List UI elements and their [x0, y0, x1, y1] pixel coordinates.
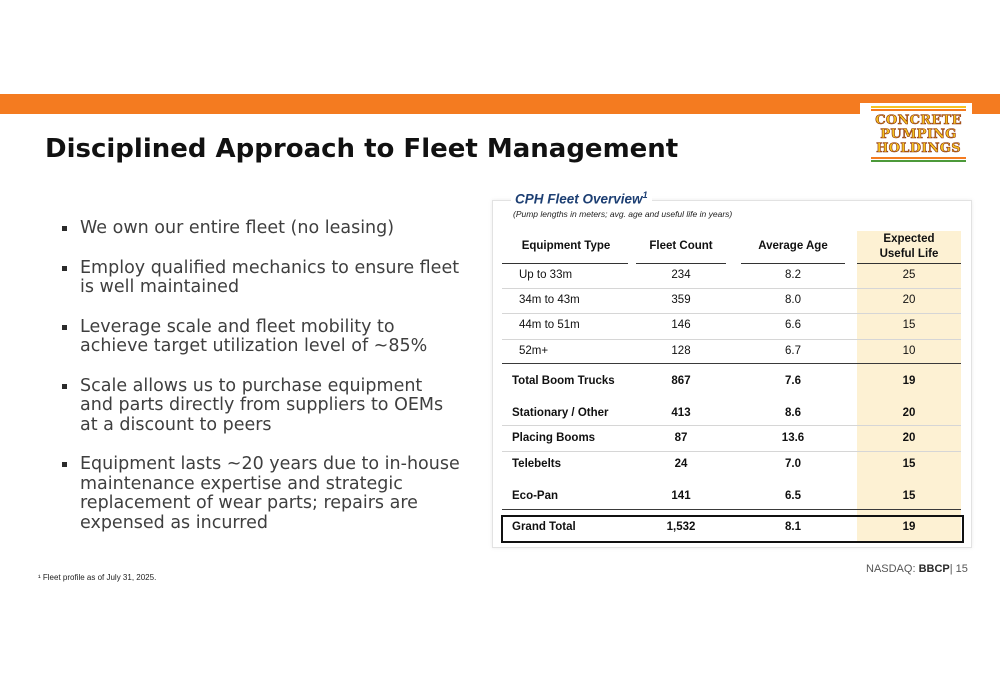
logo-stripe: [871, 109, 966, 111]
cell-fleet-count: 867: [671, 375, 691, 387]
header-equipment-type: Equipment Type: [521, 240, 611, 252]
cell-equipment-type: Placing Booms: [512, 432, 596, 444]
cell-equipment-type: 34m to 43m: [519, 294, 580, 306]
cell-equipment-type: Eco-Pan: [512, 490, 559, 502]
cell-useful-life: 10: [902, 345, 916, 357]
header-underline: [857, 263, 961, 264]
cell-equipment-type: 44m to 51m: [519, 319, 580, 331]
cell-average-age: 6.6: [785, 319, 801, 331]
header-underline: [636, 263, 726, 264]
page-title: Disciplined Approach to Fleet Management: [45, 134, 679, 164]
cell-useful-life: 15: [902, 490, 916, 502]
cell-average-age: 7.6: [785, 375, 801, 387]
logo-stripe: [871, 106, 966, 108]
company-logo: [860, 103, 972, 165]
logo-stripe: [871, 157, 966, 159]
cell-fleet-count: 128: [671, 345, 691, 357]
header-useful-life-line1: Expected: [883, 233, 935, 245]
bullet-item: Leverage scale and fleet mobility to achieve target utilization level of ~85%: [60, 318, 460, 357]
logo-stripe: [871, 160, 966, 162]
header-useful-life-line2: Useful Life: [879, 248, 939, 260]
row-divider: [502, 451, 961, 452]
bullet-item: Scale allows us to purchase equipment and parts directly from suppliers to OEMs at a discount to peers: [60, 377, 460, 436]
cell-average-age: 8.0: [785, 294, 801, 306]
cell-average-age: 8.6: [785, 407, 801, 419]
slide-footer: [866, 563, 968, 575]
cell-useful-life: 20: [902, 432, 916, 444]
bullet-item: Equipment lasts ~20 years due to in-house maintenance expertise and strategic replacement of wear parts; repairs are expensed as incurred: [60, 455, 460, 533]
cell-equipment-type: Telebelts: [512, 458, 561, 470]
cell-average-age: 6.7: [785, 345, 801, 357]
cell-average-age: 7.0: [785, 458, 801, 470]
cell-fleet-count: 234: [671, 269, 691, 281]
cell-useful-life: 15: [902, 458, 916, 470]
cell-equipment-type: 52m+: [519, 345, 549, 357]
cell-useful-life: 20: [902, 407, 916, 419]
page-number: | 15: [949, 563, 968, 575]
cell-average-age: 6.5: [785, 490, 801, 502]
cell-fleet-count: 141: [671, 490, 691, 502]
table-title: CPH Fleet Overview$^1$: [511, 190, 652, 207]
cell-fleet-count: 146: [671, 319, 691, 331]
row-divider: [502, 288, 961, 289]
bullet-item: Employ qualified mechanics to ensure fleet is well maintained: [60, 259, 460, 298]
row-divider: [502, 339, 961, 340]
cell-fleet-count: 413: [671, 407, 691, 419]
cell-equipment-type: Grand Total: [512, 521, 576, 533]
bullet-list: [60, 219, 460, 553]
cell-equipment-type: Stationary / Other: [512, 407, 609, 419]
row-divider: [502, 509, 961, 510]
cell-fleet-count: 87: [674, 432, 688, 444]
row-divider: [502, 363, 961, 364]
cell-useful-life: 19: [902, 375, 916, 387]
cell-average-age: 13.6: [781, 432, 805, 444]
cell-useful-life: 20: [902, 294, 916, 306]
cell-useful-life: 15: [902, 319, 916, 331]
cell-fleet-count: 24: [674, 458, 688, 470]
table-subtitle: (Pump lengths in meters; avg. age and useful life in years): [513, 209, 733, 219]
header-underline: [502, 263, 628, 264]
logo-text-line3: HOLDINGS: [876, 141, 961, 156]
cell-average-age: 8.2: [785, 269, 801, 281]
footnote-marker: 1: [642, 190, 648, 200]
row-divider: [502, 313, 961, 314]
logo-text-line2: PUMPING: [880, 127, 957, 142]
footnote: ¹ Fleet profile as of July 31, 2025.: [38, 573, 157, 582]
cell-equipment-type: Total Boom Trucks: [512, 375, 615, 387]
row-divider: [502, 425, 961, 426]
logo-text-line1: CONCRETE: [875, 113, 962, 128]
header-average-age: Average Age: [758, 240, 828, 252]
cell-useful-life: 19: [902, 521, 916, 533]
cell-average-age: 8.1: [785, 521, 801, 533]
header-underline: [741, 263, 845, 264]
cell-useful-life: 25: [902, 269, 916, 281]
footer-ticker: BBCP: [918, 563, 950, 575]
header-accent-bar: [0, 94, 1000, 114]
cell-fleet-count: 359: [671, 294, 691, 306]
header-fleet-count: Fleet Count: [649, 240, 713, 252]
footer-exchange: NASDAQ:: [866, 563, 919, 575]
bullet-item: We own our entire fleet (no leasing): [60, 219, 460, 239]
cell-equipment-type: Up to 33m: [519, 269, 573, 281]
cell-fleet-count: 1,532: [666, 521, 696, 533]
